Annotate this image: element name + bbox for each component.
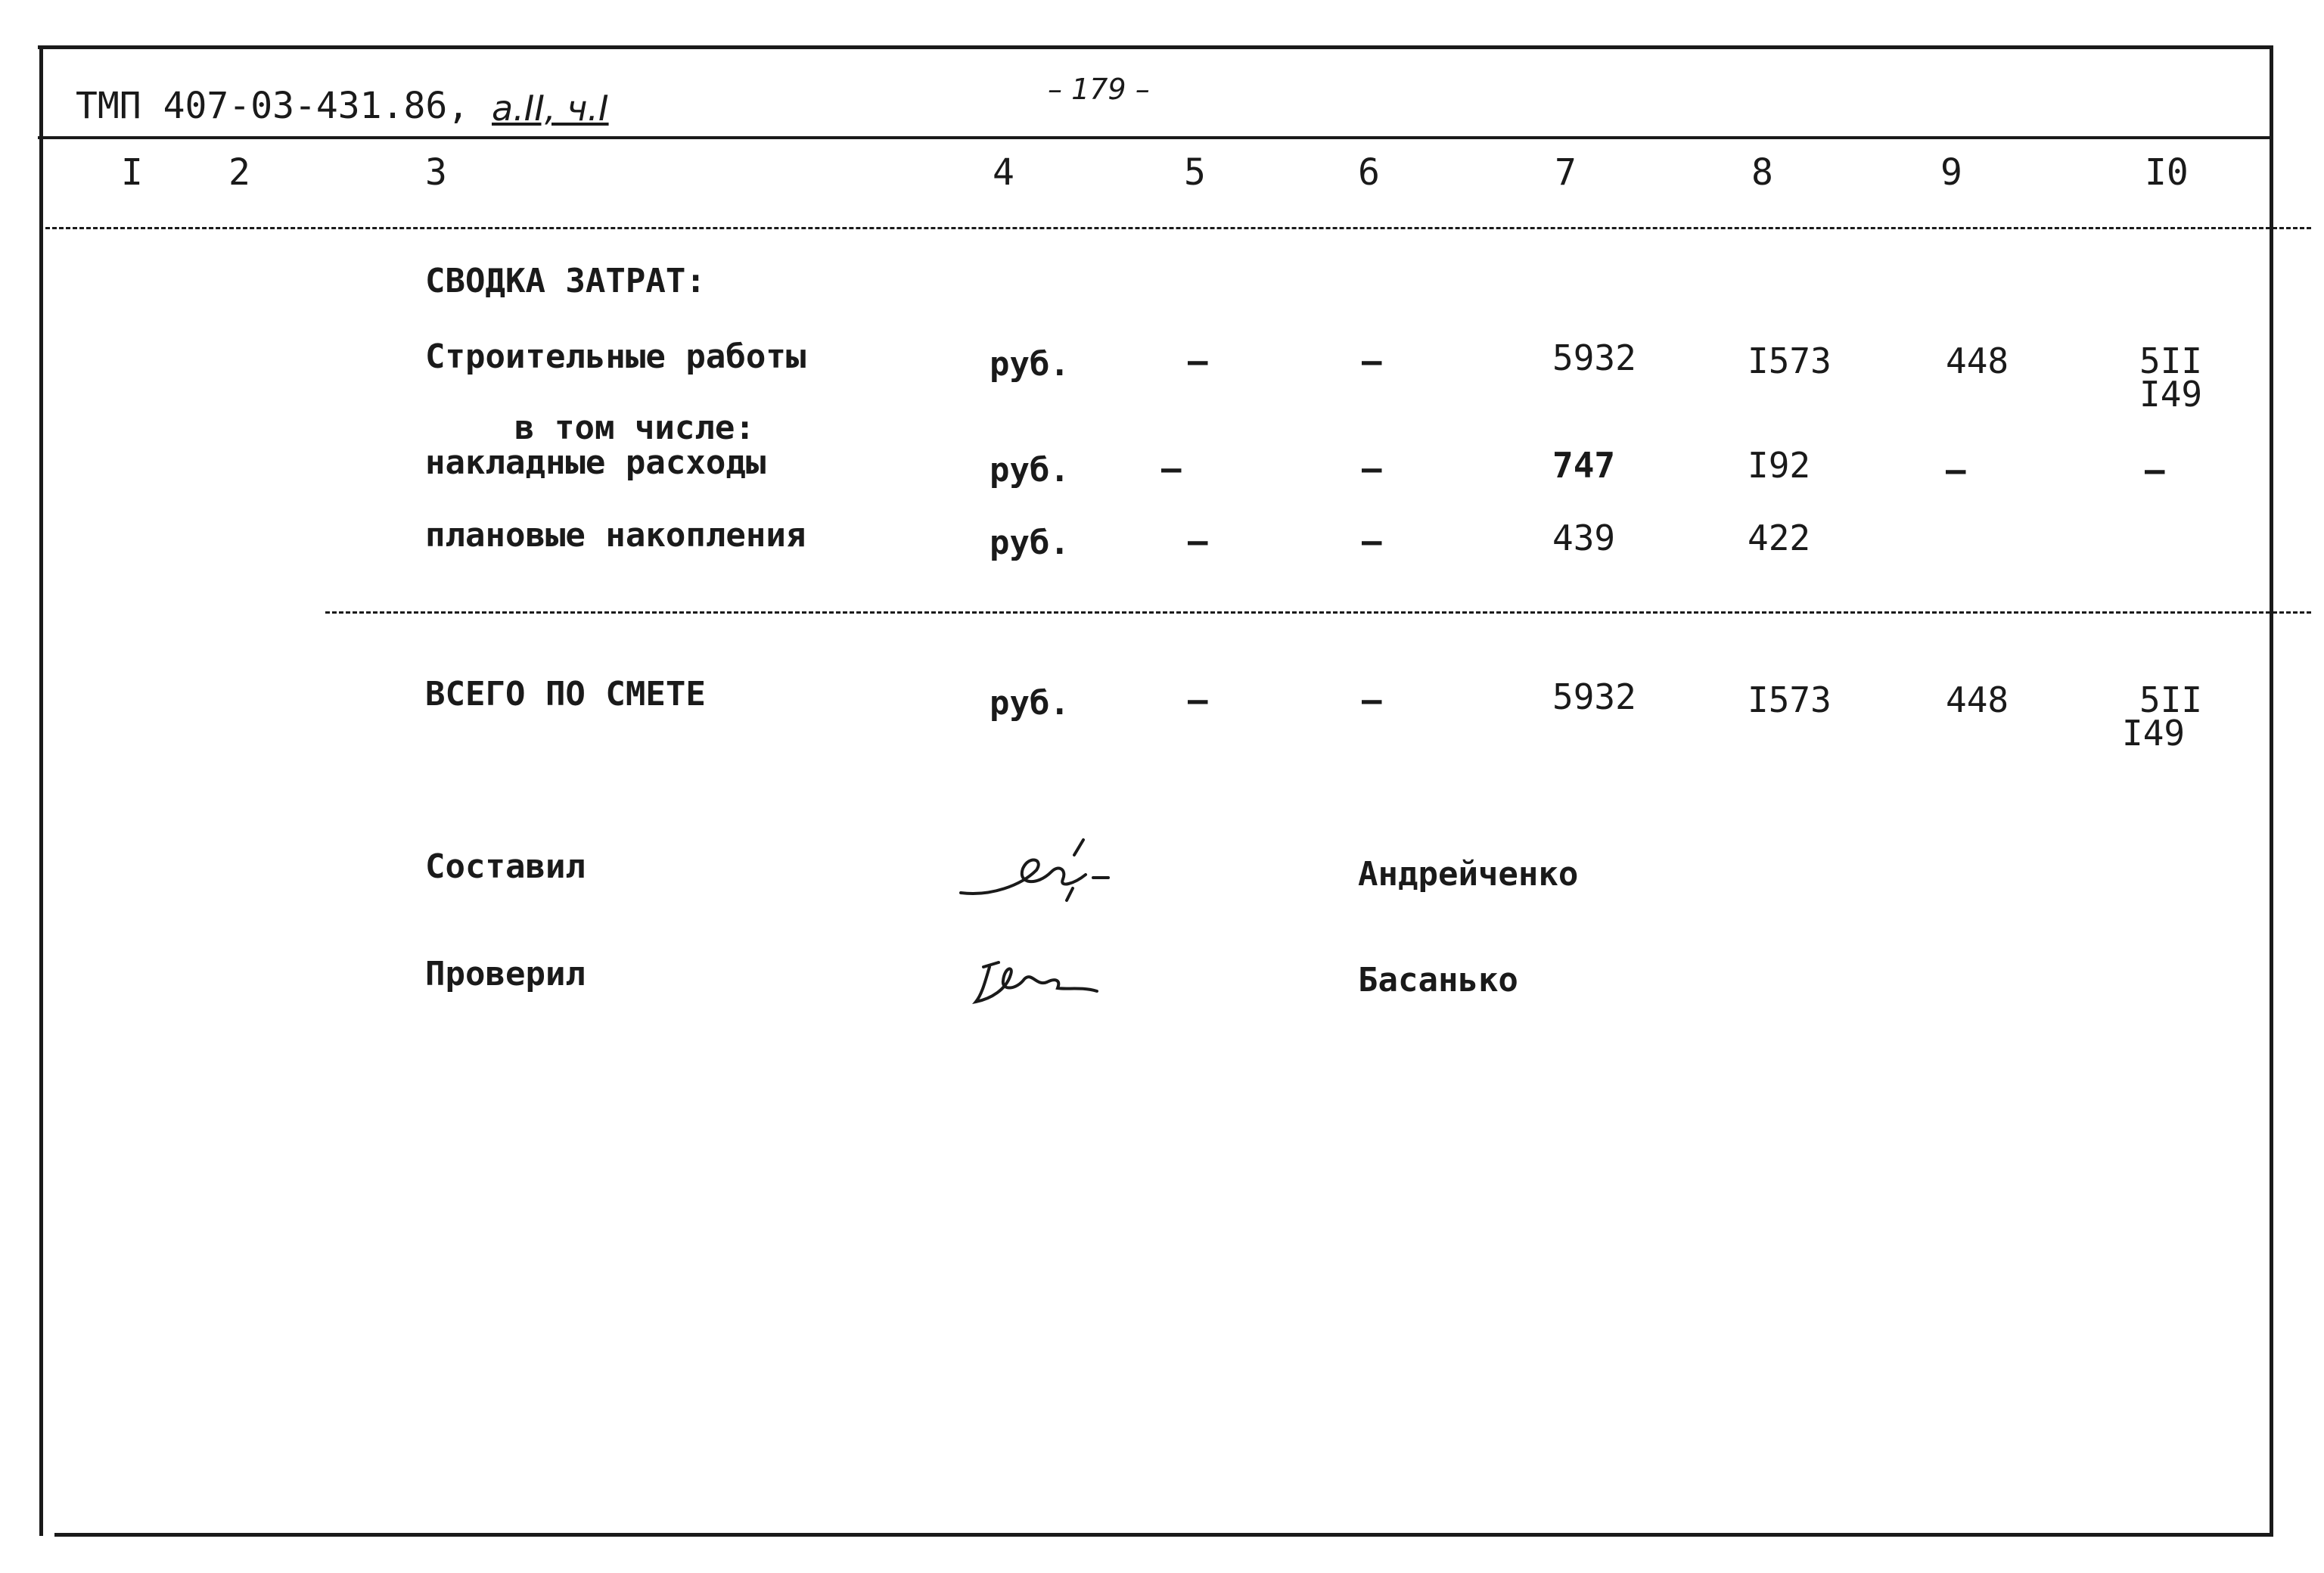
checked-name: Басанько [1358,961,1518,999]
row-construction-c7: 5932 [1552,337,1636,378]
row-overhead-c6: – [1362,449,1382,488]
row-construction-c6: – [1362,342,1382,381]
column-header-3: 3 [425,151,447,194]
row-overhead-c10a: – [2145,451,2165,490]
row-overhead-c9: – [1946,451,1966,490]
total-c7: 5932 [1552,676,1636,717]
total-label: ВСЕГО ПО СМЕТЕ [425,675,706,713]
row-planned-unit: руб. [990,524,1070,562]
column-header-9: 9 [1940,151,1962,194]
column-header-1: I [121,151,143,194]
row-overhead-unit: руб. [990,451,1070,490]
column-header-7: 7 [1555,151,1577,194]
row-overhead-sublabel: в том числе: [514,409,755,447]
header-divider [38,136,2273,139]
row-construction-c10a: 5II [2139,340,2203,381]
document-code: ТМП 407-03-431.86, [76,85,470,127]
total-c8: I573 [1748,679,1832,720]
row-planned-c6: – [1362,522,1382,561]
compiled-label: Составил [425,847,586,886]
row-construction-c8: I573 [1748,340,1832,381]
compiled-signature [953,825,1127,916]
column-header-divider [45,227,2311,229]
row-construction-c5: – [1188,342,1208,381]
row-overhead-label: накладные расходы [425,443,766,482]
row-construction-c10b: I49 [2139,374,2203,415]
total-c5: – [1188,681,1208,720]
row-construction-c9: 448 [1946,340,2009,381]
checked-label: Проверил [425,955,586,993]
row-construction-unit: руб. [990,345,1070,384]
row-overhead-c8: I92 [1748,445,1811,486]
frame-bottom-border [54,1533,2273,1537]
checked-signature [968,944,1120,1012]
document-part: а.II, ч.I [492,88,609,129]
page-number: – 179 – [1048,73,1150,106]
row-overhead-c7: 747 [1552,445,1616,486]
total-unit: руб. [990,684,1070,723]
row-planned-c7: 439 [1552,518,1616,558]
row-planned-c8: 422 [1748,518,1811,558]
frame-right-border [2270,45,2273,1536]
summary-title: СВОДКА ЗАТРАТ: [425,262,706,300]
total-c6: – [1362,681,1382,720]
column-header-10: I0 [2145,151,2189,194]
frame-left-border [39,45,43,1536]
total-divider [325,611,2311,614]
total-c10a: 5II [2139,679,2203,720]
compiled-name: Андрейченко [1358,855,1579,894]
row-overhead-c5: – [1161,449,1182,488]
total-c9: 448 [1946,679,2009,720]
column-header-4: 4 [993,151,1014,194]
row-planned-label: плановые накопления [425,516,806,555]
column-header-2: 2 [228,151,250,194]
row-planned-c5: – [1188,522,1208,561]
total-c10b: I49 [2122,713,2186,754]
frame-top-border [38,45,2273,49]
column-header-8: 8 [1751,151,1773,194]
row-construction-label: Строительные работы [425,337,806,376]
column-header-6: 6 [1358,151,1380,194]
column-header-5: 5 [1184,151,1206,194]
